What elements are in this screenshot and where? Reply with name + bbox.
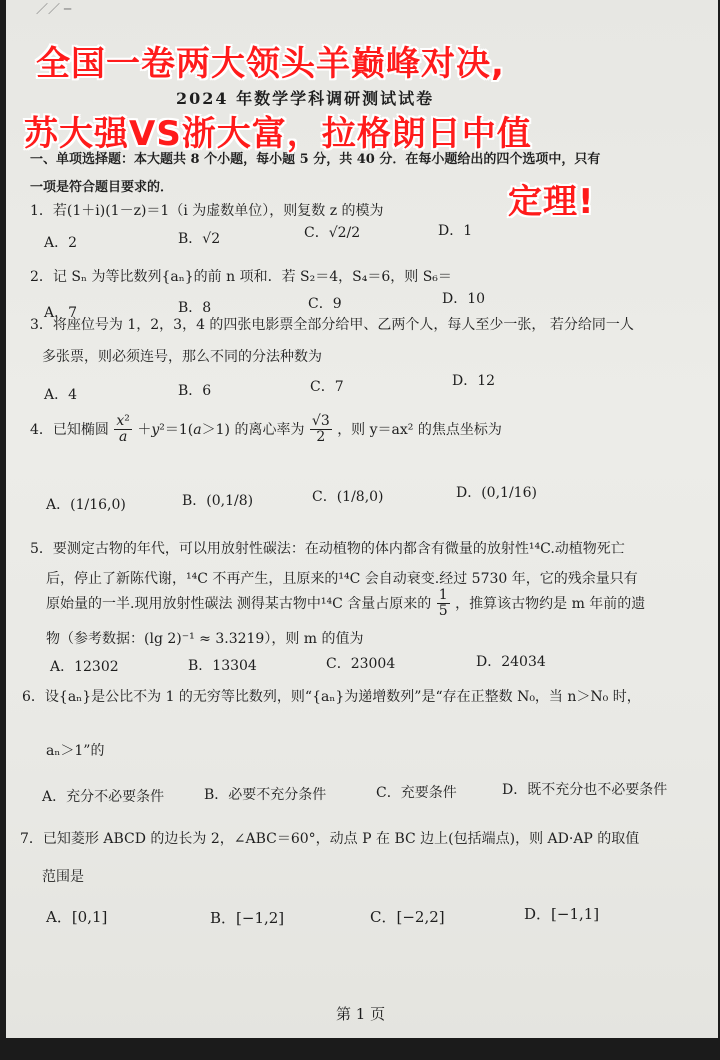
question-2-option-b: B．8 bbox=[178, 300, 212, 316]
question-1-stem: 1．若(1＋i)(1－z)＝1（i 为虚数单位），则复数 z 的模为 bbox=[30, 203, 384, 219]
question-7-option-b: B．[−1,2] bbox=[210, 909, 285, 927]
question-2-stem: 2．记 Sₙ 为等比数列{aₙ}的前 n 项和．若 S₂＝4，S₄＝6，则 S₆＝ bbox=[30, 269, 452, 285]
question-6-stem-line1: 6．设{aₙ}是公比不为 1 的无穷等比数列，则“{aₙ}为递增数列”是“存在正整数 N₀，当 n＞N₀ 时， bbox=[22, 689, 641, 705]
question-2-option-c: C．9 bbox=[308, 296, 342, 312]
question-5-stem-line1: 5．要测定古物的年代，可以用放射性碳法：在动植物的体内都含有微量的放射性¹⁴C.动植物死亡 bbox=[30, 541, 625, 557]
question-4-option-c: C．(1/8,0) bbox=[312, 489, 384, 505]
question-4-stem-mid: 的离心率为 bbox=[234, 421, 305, 438]
question-4-stem-suffix: ，则 y＝ax² 的焦点坐标为 bbox=[337, 421, 502, 438]
question-7-stem-line2: 范围是 bbox=[42, 869, 84, 885]
question-2-option-d: D．10 bbox=[442, 291, 486, 307]
question-5-option-a: A．12302 bbox=[50, 659, 119, 675]
question-3-stem-line2: 多张票，则必须连号，那么不同的分法种数为 bbox=[42, 349, 322, 365]
pen-mark: ／／ ─ bbox=[36, 2, 72, 16]
question-7-option-c: C．[−2,2] bbox=[370, 908, 445, 926]
question-3-option-b: B．6 bbox=[178, 383, 212, 399]
question-4-option-a: A．(1/16,0) bbox=[46, 497, 126, 513]
question-3-option-a: A．4 bbox=[44, 387, 78, 403]
question-6-option-c: C．充要条件 bbox=[376, 785, 457, 801]
question-4-stem-prefix: 4．已知椭圆 bbox=[30, 421, 109, 438]
question-6-stem-line2: aₙ＞1”的 bbox=[46, 743, 105, 759]
question-4-option-d: D．(0,1/16) bbox=[456, 485, 537, 501]
ellipse-fraction: $\frac{\text{x²}}{a}$ bbox=[116, 413, 130, 446]
caption-line-1: 全国一卷两大领头羊巅峰对决, bbox=[36, 44, 505, 84]
question-5-stem-line3 bbox=[46, 588, 645, 620]
question-6-option-d: D．既不充分也不必要条件 bbox=[502, 782, 668, 798]
question-7-stem-line1: 7．已知菱形 ABCD 的边长为 2，∠ABC＝60°，动点 P 在 BC 边上(包括端点)，则 AD·AP 的取值 bbox=[20, 831, 640, 847]
question-6-option-b: B．必要不充分条件 bbox=[204, 787, 327, 803]
fraction-one-fifth: $\frac{1}{5}$ bbox=[438, 587, 448, 620]
section-heading-line1: 一、单项选择题：本大题共 8 个小题，每小题 5 分，共 40 分．在每小题给出的四个选项中，只有 bbox=[30, 152, 601, 167]
question-3-option-d: D．12 bbox=[452, 373, 496, 389]
question-5-option-d: D．24034 bbox=[476, 654, 546, 670]
question-5-stem-line3-end: ，推算该古物约是 m 年前的遗 bbox=[455, 595, 646, 612]
question-3-option-c: C．7 bbox=[310, 379, 344, 395]
question-1-option-d: D．1 bbox=[438, 223, 473, 239]
caption-line-2: 苏大强VS浙大富，拉格朗日中值 bbox=[24, 114, 532, 154]
question-5-option-c: C．23004 bbox=[326, 656, 396, 672]
question-5-stem-line4: 物（参考数据：(lg 2)⁻¹ ≈ 3.3219），则 m 的值为 bbox=[46, 631, 364, 647]
question-6-option-a: A．充分不必要条件 bbox=[42, 789, 165, 805]
question-4-option-b: B．(0,1/8) bbox=[182, 493, 254, 509]
question-3-stem-line1: 3．将座位号为 1，2，3，4 的四张电影票全部分给甲、乙两个人，每人至少一张， 若分给同一人 bbox=[30, 317, 634, 333]
caption-line-3: 定理! bbox=[508, 182, 595, 222]
exam-title: 2024 年数学学科调研测试试卷 bbox=[176, 89, 435, 108]
question-5-option-b: B．13304 bbox=[188, 658, 257, 674]
question-7-option-a: A．[0,1] bbox=[46, 908, 108, 926]
eccentricity-fraction: $\frac{√3}{2}$ bbox=[311, 413, 330, 446]
question-5-stem-line3-start: 原始量的一半.现用放射性碳法 测得某古物中¹⁴C 含量占原来的 bbox=[46, 595, 432, 612]
page-number: 第 1 页 bbox=[336, 1005, 386, 1023]
question-1-option-a: A．2 bbox=[44, 235, 78, 251]
question-4-stem bbox=[30, 414, 502, 446]
ellipse-rest: ＋y²＝1(a＞1) bbox=[137, 421, 230, 438]
question-7-option-d: D．[−1,1] bbox=[524, 905, 600, 923]
dark-edge bbox=[0, 1038, 720, 1060]
section-heading-line2: 一项是符合题目要求的． bbox=[30, 180, 174, 195]
question-1-option-c: C．√2/2 bbox=[304, 225, 361, 241]
exam-paper bbox=[6, 0, 718, 1060]
question-1-option-b: B．√2 bbox=[178, 231, 221, 247]
question-2-option-a: A．7 bbox=[44, 305, 78, 321]
question-5-stem-line2: 后，停止了新陈代谢，¹⁴C 不再产生，且原来的¹⁴C 会自动衰变.经过 5730 年，它的残余量只有 bbox=[46, 571, 638, 587]
